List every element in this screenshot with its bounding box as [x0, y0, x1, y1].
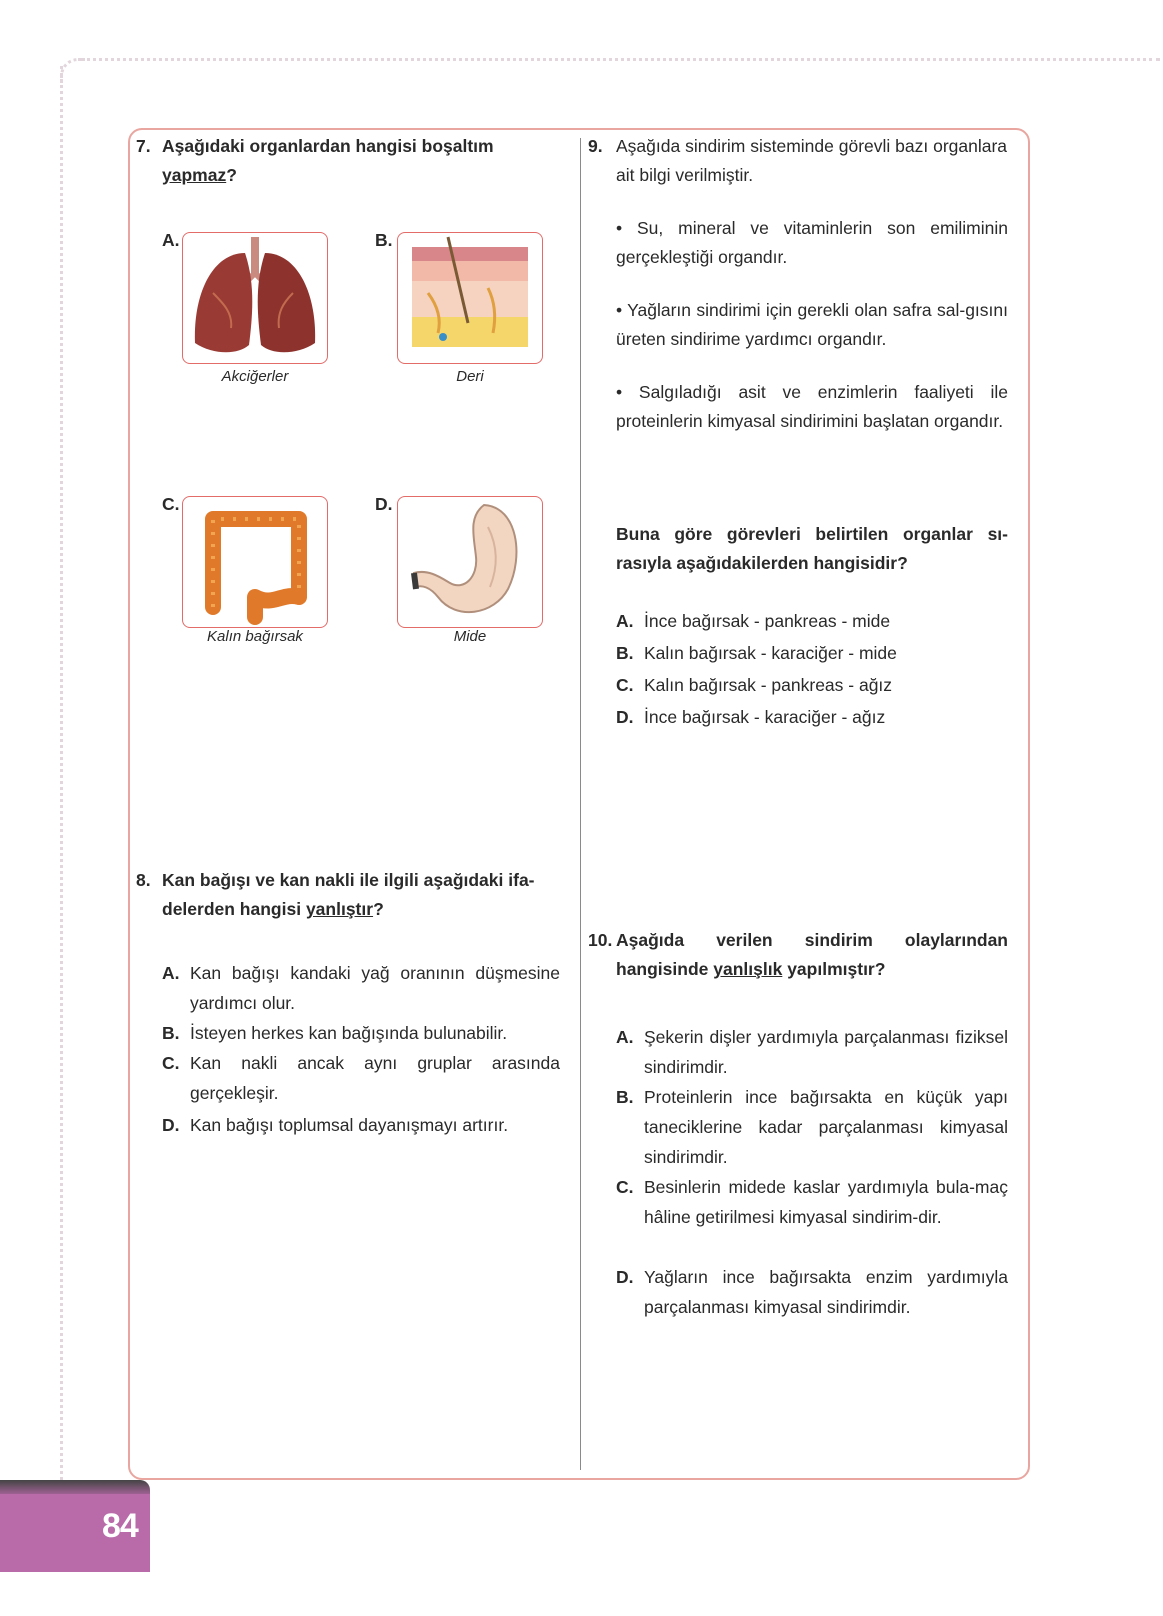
q9-option-a[interactable]: A. İnce bağırsak - pankreas - mide [616, 611, 891, 631]
q8-option-c[interactable]: C. Kan nakli ancak aynı gruplar arasında gerçekleşir. [162, 1053, 560, 1103]
decorative-dotted-border-top [80, 58, 1160, 61]
q7-option-d-letter[interactable]: D. [375, 494, 393, 514]
q7-option-d-caption: Mide [453, 628, 487, 645]
q9-bullet-3: • Salgıladığı asit ve enzimlerin faaliyeti ile proteinlerin kimyasal sindirimini başlatan organdır. [616, 382, 1008, 431]
column-divider [580, 138, 581, 1470]
q9-option-d[interactable]: D. İnce bağırsak - karaciğer - ağız [616, 707, 886, 727]
q8-option-b[interactable]: B. İsteyen herkes kan bağışında bulunabilir. [162, 1023, 508, 1043]
question-10-stem: 10. Aşağıda verilen sindirim olaylarından hangisinde yanlışlık yapılmıştır? [588, 930, 1008, 979]
q7-option-b-letter[interactable]: B. [375, 230, 393, 250]
q9-option-b[interactable]: B. Kalın bağırsak - karaciğer - mide [616, 643, 897, 663]
q10-option-d[interactable]: D. Yağların ince bağırsakta enzim yardımıyla parçalanması kimyasal sindirimdir. [616, 1267, 1008, 1317]
question-7-stem: 7. Aşağıdaki organlardan hangisi boşaltım yapmaz? [136, 136, 494, 185]
q7-option-c-caption: Kalın bağırsak [207, 628, 303, 645]
q7-option-c-image[interactable] [182, 496, 328, 628]
lungs-icon [183, 233, 327, 363]
question-8-stem: 8. Kan bağışı ve kan nakli ile ilgili aşağıdaki ifa-delerden hangisi yanlıştır? [136, 870, 535, 919]
q7-option-b-caption: Deri [456, 368, 484, 385]
q9-question: Buna göre görevleri belirtilen organlar sı-rasıyla aşağıdakilerden hangisidir? [616, 524, 1008, 573]
q9-option-c[interactable]: C. Kalın bağırsak - pankreas - ağız [616, 675, 893, 695]
large-intestine-icon [183, 497, 327, 627]
question-9-intro: 9. Aşağıda sindirim sisteminde görevli bazı organlara ait bilgi verilmiştir. [588, 136, 1008, 185]
q8-option-d[interactable]: D. Kan bağışı toplumsal dayanışmayı artırır. [162, 1115, 509, 1135]
decorative-dotted-border-left [60, 66, 63, 1486]
q7-option-a-letter[interactable]: A. [162, 230, 180, 250]
decorative-corner [60, 58, 85, 83]
q9-bullet-2: • Yağların sindirimi için gerekli olan safra sal-gısını üreten sindirime yardımcı organdır. [616, 300, 1008, 349]
q10-option-c[interactable]: C. Besinlerin midede kaslar yardımıyla bula-maç hâline getirilmesi kimyasal sindirim-dir. [616, 1177, 1008, 1227]
stomach-icon [398, 497, 542, 627]
skin-icon [398, 233, 542, 363]
page-number: 84 [102, 1507, 138, 1545]
q7-option-b-image[interactable] [397, 232, 543, 364]
q10-option-b[interactable]: B. Proteinlerin ince bağırsakta en küçük yapı taneciklerine kadar parçalanması kimyasal sindirimdir. [616, 1087, 1008, 1167]
q7-option-c-letter[interactable]: C. [162, 494, 180, 514]
q7-option-d-image[interactable] [397, 496, 543, 628]
q7-option-a-image[interactable] [182, 232, 328, 364]
q8-option-a[interactable]: A. Kan bağışı kandaki yağ oranının düşmesine yardımcı olur. [162, 963, 560, 1013]
q10-option-a[interactable]: A. Şekerin dişler yardımıyla parçalanması fiziksel sindirimdir. [616, 1027, 1008, 1077]
q7-option-a-caption: Akciğerler [221, 368, 289, 385]
q9-bullet-1: • Su, mineral ve vitaminlerin son emiliminin gerçekleştiği organdır. [616, 218, 1008, 267]
